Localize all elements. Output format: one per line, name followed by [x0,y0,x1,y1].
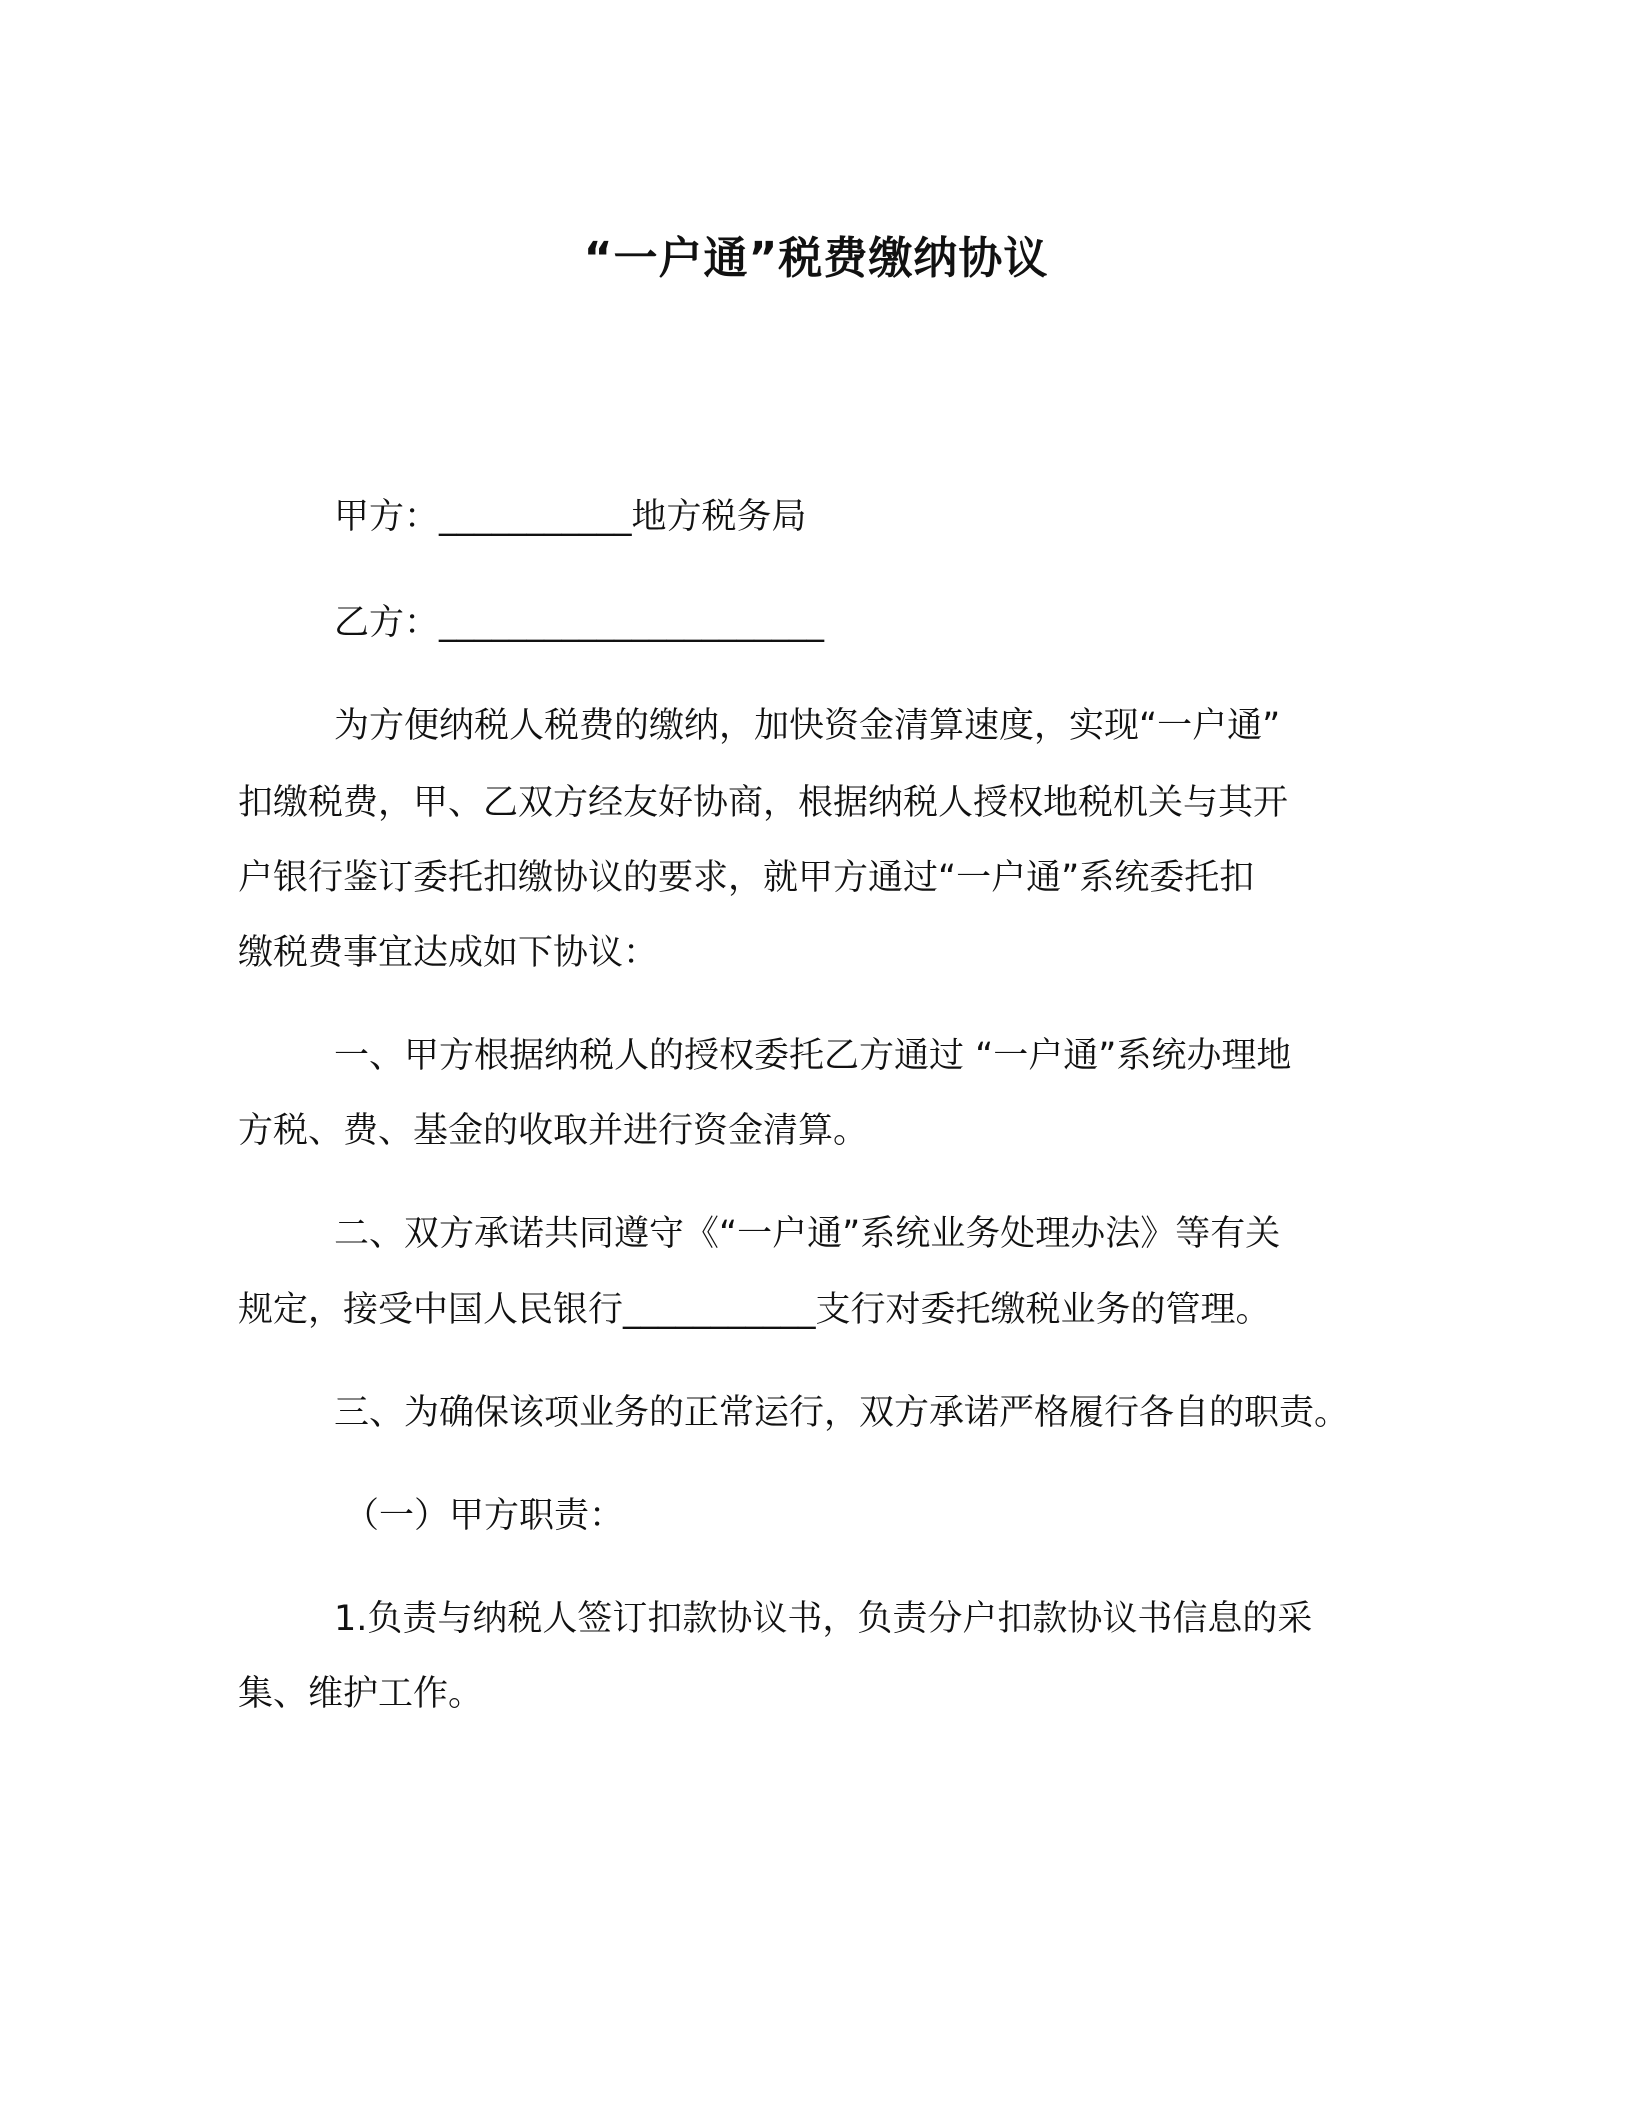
clause-2-line-1: 二、双方承诺共同遵守《“一户通”系统业务处理办法》等有关 [334,1214,1281,1254]
document-title: “一户通”税费缴纳协议 [583,233,1049,284]
party-b-line: 乙方：______________________ [334,603,825,643]
preamble-line-2: 扣缴税费，甲、乙双方经友好协商，根据纳税人授权地税机关与其开 [238,783,1289,823]
clause-2-line-2: 规定，接受中国人民银行___________支行对委托缴税业务的管理。 [238,1290,1271,1330]
preamble-line-3: 户银行鉴订委托扣缴协议的要求，就甲方通过“一户通”系统委托扣 [238,858,1255,898]
preamble-line-1: 为方便纳税人税费的缴纳，加快资金清算速度，实现“一户通” [334,706,1281,746]
item-1-line-2: 集、维护工作。 [238,1674,484,1714]
clause-3-line: 三、为确保该项业务的正常运行，双方承诺严格履行各自的职责。 [334,1393,1350,1433]
preamble-line-4: 缴税费事宜达成如下协议： [238,933,659,973]
clause-1-line-1: 一、甲方根据纳税人的授权委托乙方通过 “一户通”系统办理地 [334,1036,1292,1076]
item-1-line-1: 1.负责与纳税人签订扣款协议书，负责分户扣款协议书信息的采 [334,1599,1313,1639]
clause-1-line-2: 方税、费、基金的收取并进行资金清算。 [238,1111,869,1151]
party-a-line: 甲方：___________地方税务局 [334,497,807,537]
section-a-heading: （一）甲方职责： [344,1496,625,1536]
